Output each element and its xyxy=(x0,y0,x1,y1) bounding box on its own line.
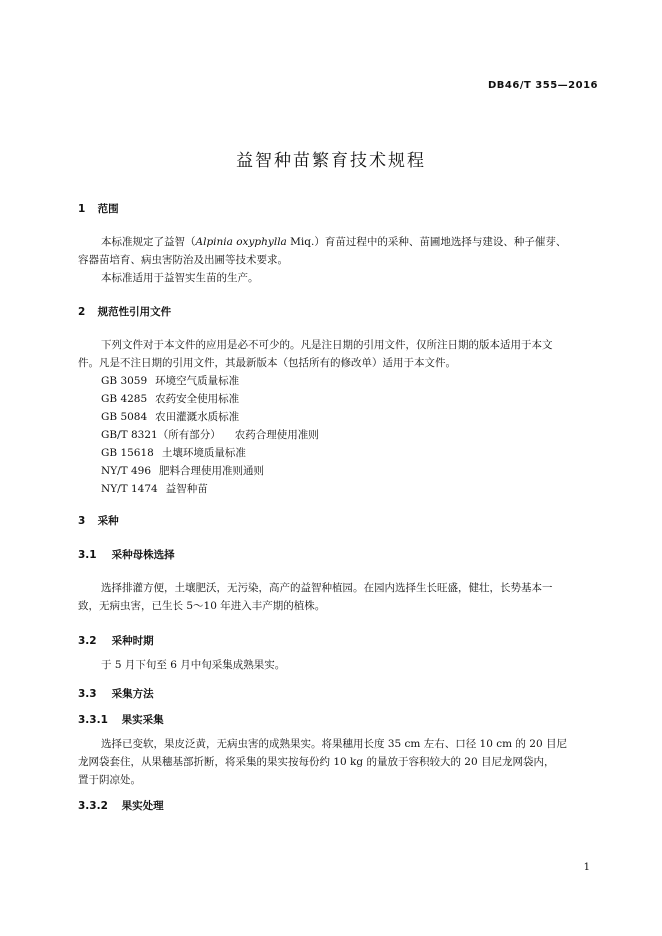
section-number: 1 xyxy=(78,203,86,215)
section-3-heading xyxy=(78,513,119,528)
reference-item xyxy=(101,462,319,480)
reference-item xyxy=(101,480,319,498)
section-3-3-heading xyxy=(78,686,154,701)
section-3-2-heading xyxy=(78,633,154,648)
paragraph-line xyxy=(78,233,598,251)
paragraph-line: 置于阴凉处。 xyxy=(78,774,141,786)
reference-title: 环境空气质量标准 xyxy=(155,375,240,387)
text-run: 本标准规定了益智（ xyxy=(101,236,196,248)
document-code: DB46/T 355—2016 xyxy=(488,80,598,91)
reference-code: GB 15618 xyxy=(101,447,154,459)
section-title: 范围 xyxy=(97,203,119,215)
section-title: 果实处理 xyxy=(121,800,164,812)
paragraph-line: 选择已变软，果皮泛黄，无病虫害的成熟果实。将果穗用长度 35 cm 左右、口径 10 cm 的 20 目尼 xyxy=(101,738,567,750)
section-2-heading xyxy=(78,304,171,319)
paragraph-line: 下列文件对于本文件的应用是必不可少的。凡是注日期的引用文件，仅所注日期的版本适用于本文 xyxy=(101,339,553,351)
section-3-3-2-heading xyxy=(78,798,164,813)
paragraph-line: 龙网袋套住，从果穗基部折断，将采集的果实按每份约 10 kg 的量放于容积较大的 20 目尼龙网袋内， xyxy=(78,756,555,768)
reference-code: GB/T 8321（所有部分） xyxy=(101,429,221,441)
reference-code: GB 5084 xyxy=(101,411,148,423)
latin-name: Alpinia oxyphylla xyxy=(195,236,287,248)
section-title: 果实采集 xyxy=(121,714,164,726)
reference-item xyxy=(101,426,319,444)
section-number: 3.3.1 xyxy=(78,714,108,726)
section-3-1-heading xyxy=(78,547,175,562)
section-number: 2 xyxy=(78,306,86,318)
reference-code: NY/T 1474 xyxy=(101,483,158,495)
reference-item xyxy=(101,390,319,408)
section-3-3-1-paragraph xyxy=(78,735,598,789)
section-3-1-paragraph xyxy=(78,579,598,615)
reference-item xyxy=(101,444,319,462)
section-number: 3.1 xyxy=(78,549,97,561)
section-1-paragraph-1 xyxy=(78,233,598,287)
reference-title: 农药合理使用准则 xyxy=(234,429,319,441)
section-title: 采种时期 xyxy=(111,635,154,647)
section-3-3-1-heading xyxy=(78,712,164,727)
section-title: 规范性引用文件 xyxy=(97,306,172,318)
text-run: Miq.）育苗过程中的采种、苗圃地选择与建设、种子催芽、 xyxy=(286,236,567,248)
reference-title: 肥料合理使用准则通则 xyxy=(159,465,265,477)
paragraph-line: 件。凡是不注日期的引用文件，其最新版本（包括所有的修改单）适用于本文件。 xyxy=(78,357,456,369)
reference-code: GB 3059 xyxy=(101,375,148,387)
section-2-paragraph-1 xyxy=(78,336,598,372)
reference-title: 土壤环境质量标准 xyxy=(161,447,246,459)
reference-code: NY/T 496 xyxy=(101,465,152,477)
section-number: 3.2 xyxy=(78,635,97,647)
reference-title: 益智种苗 xyxy=(165,483,208,495)
reference-item xyxy=(101,408,319,426)
document-title: 益智种苗繁育技术规程 xyxy=(236,151,426,171)
section-3-2-paragraph xyxy=(78,656,598,674)
paragraph-line: 致，无病虫害，已生长 5～10 年进入丰产期的植株。 xyxy=(78,600,326,612)
paragraph-line: 本标准适用于益智实生苗的生产。 xyxy=(101,272,259,284)
reference-title: 农药安全使用标准 xyxy=(155,393,240,405)
reference-item xyxy=(101,372,319,390)
page-number: 1 xyxy=(583,862,590,873)
paragraph-line: 容器苗培育、病虫害防治及出圃等技术要求。 xyxy=(78,254,288,266)
reference-code: GB 4285 xyxy=(101,393,148,405)
section-title: 采种母株选择 xyxy=(111,549,175,561)
section-number: 3.3 xyxy=(78,688,97,700)
paragraph-line: 于 5 月下旬至 6 月中旬采集成熟果实。 xyxy=(101,659,286,671)
reference-title: 农田灌溉水质标准 xyxy=(155,411,240,423)
section-1-heading xyxy=(78,201,119,216)
section-title: 采种 xyxy=(97,515,119,527)
section-number: 3 xyxy=(78,515,86,527)
section-number: 3.3.2 xyxy=(78,800,108,812)
paragraph-line: 选择排灌方便，土壤肥沃，无污染，高产的益智种植园。在园内选择生长旺盛，健壮，长势基本一 xyxy=(101,582,553,594)
section-title: 采集方法 xyxy=(111,688,154,700)
reference-list xyxy=(101,372,319,498)
